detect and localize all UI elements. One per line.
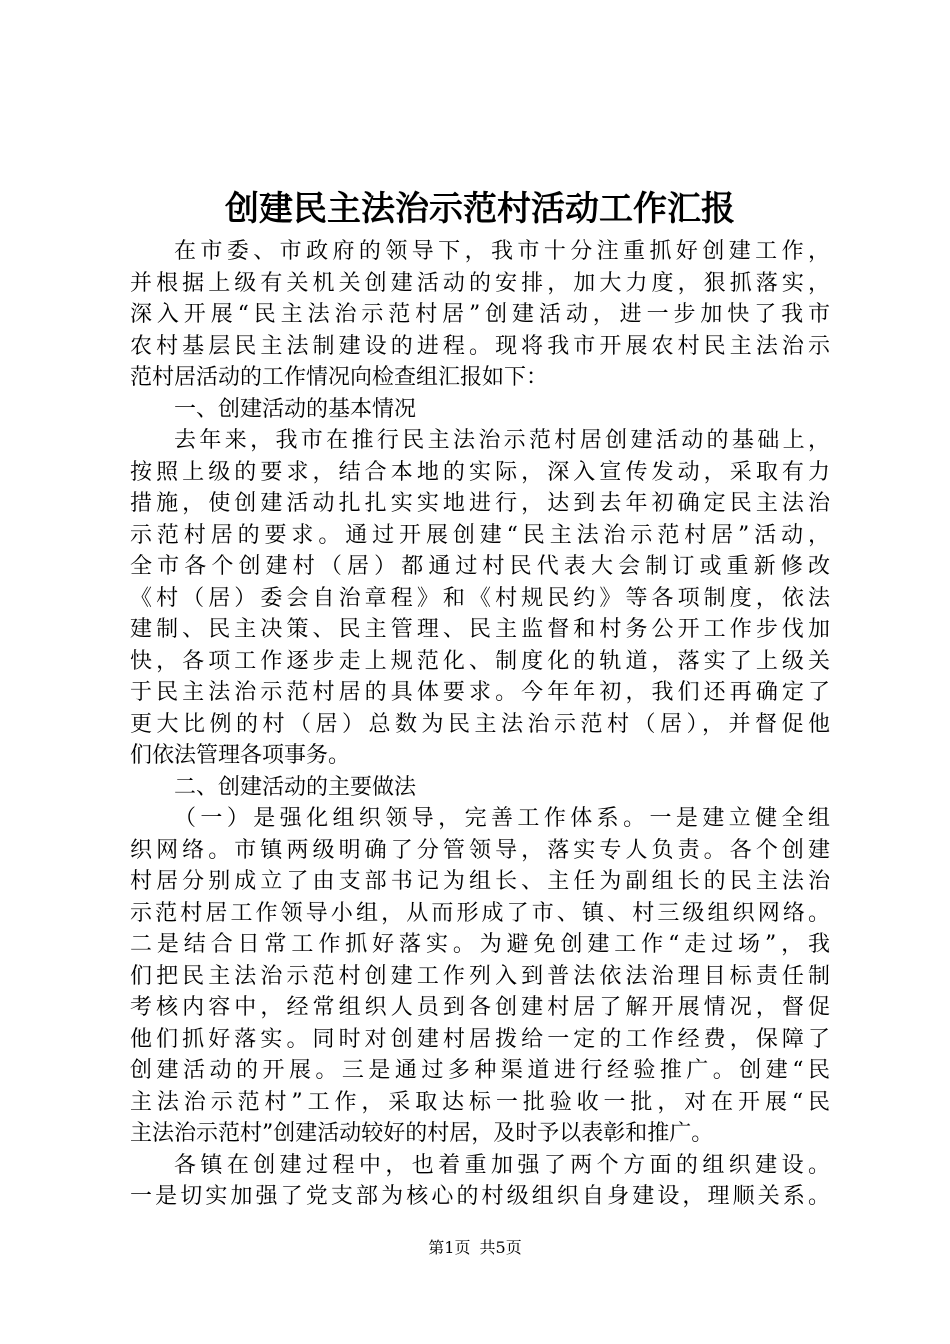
page-total: 共5页 xyxy=(479,1238,522,1257)
paragraph-line: 农村基层民主法制建设的进程。现将我市开展农村民主法治示 xyxy=(130,333,830,359)
paragraph-line: 在市委、市政府的领导下，我市十分注重抓好创建工作， xyxy=(174,239,830,264)
paragraph-line: 主法治示范村”工作，采取达标一批验收一批，对在开展“民 xyxy=(130,1089,830,1115)
paragraph-line: 各镇在创建过程中，也着重加强了两个方面的组织建设。 xyxy=(174,1152,830,1178)
paragraph-line: 并根据上级有关机关创建活动的安排，加大力度，狠抓落实， xyxy=(130,270,830,296)
document-body xyxy=(130,236,830,1213)
paragraph-line: 主法治示范村”创建活动较好的村居，及时予以表彰和推广。 xyxy=(130,1121,714,1146)
paragraph-line: 一是切实加强了党支部为核心的村级组织自身建设，理顺关系。 xyxy=(130,1184,830,1209)
section-heading: 一、创建活动的基本情况 xyxy=(174,396,417,422)
paragraph-line: 考核内容中，经常组织人员到各创建村居了解开展情况，督促 xyxy=(130,995,830,1020)
paragraph-line: 于民主法治示范村居的具体要求。今年年初，我们还再确定了 xyxy=(130,680,830,705)
document-title: 创建民主法治示范村活动工作汇报 xyxy=(225,189,735,229)
paragraph-line: 深入开展“民主法治示范村居”创建活动，进一步加快了我市 xyxy=(130,302,830,327)
page-number: 第1页 xyxy=(428,1238,471,1257)
paragraph-line: 示范村居的要求。通过开展创建“民主法治示范村居”活动， xyxy=(130,522,830,548)
paragraph-line: 建制、民主决策、民主管理、民主监督和村务公开工作步伐加 xyxy=(130,617,830,642)
paragraph-line: 去年来，我市在推行民主法治示范村居创建活动的基础上， xyxy=(174,428,830,453)
paragraph-line: 快，各项工作逐步走上规范化、制度化的轨道，落实了上级关 xyxy=(130,648,830,674)
paragraph-line: 他们抓好落实。同时对创建村居拨给一定的工作经费，保障了 xyxy=(130,1026,830,1052)
paragraph-line: 织网络。市镇两级明确了分管领导，落实专人负责。各个创建 xyxy=(130,837,830,863)
paragraph-line: 措施，使创建活动扎扎实实地进行，达到去年初确定民主法治 xyxy=(130,491,830,516)
paragraph-line: 示范村居工作领导小组，从而形成了市、镇、村三级组织网络。 xyxy=(130,900,830,926)
paragraph-line: （一）是强化组织领导，完善工作体系。一是建立健全组 xyxy=(174,806,830,831)
paragraph-line: 更大比例的村（居）总数为民主法治示范村（居），并督促他 xyxy=(130,711,830,737)
page-footer xyxy=(0,1237,950,1259)
paragraph-line: 创建活动的开展。三是通过多种渠道进行经验推广。创建“民 xyxy=(130,1058,830,1083)
paragraph-line: 全市各个创建村（居）都通过村民代表大会制订或重新修改 xyxy=(130,554,830,579)
paragraph-line: 们依法管理各项事务。 xyxy=(130,743,351,768)
paragraph-line: 按照上级的要求，结合本地的实际，深入宣传发动，采取有力 xyxy=(130,459,830,485)
paragraph-line: 们把民主法治示范村创建工作列入到普法依法治理目标责任制 xyxy=(130,963,830,989)
paragraph-line: 村居分别成立了由支部书记为组长、主任为副组长的民主法治 xyxy=(130,869,830,894)
paragraph-line: 《村（居）委会自治章程》和《村规民约》等各项制度，依法 xyxy=(130,585,830,611)
paragraph-line: 范村居活动的工作情况向检查组汇报如下： xyxy=(130,365,549,390)
paragraph-line: 二是结合日常工作抓好落实。为避免创建工作“走过场”，我 xyxy=(130,932,830,957)
section-heading: 二、创建活动的主要做法 xyxy=(174,774,417,800)
